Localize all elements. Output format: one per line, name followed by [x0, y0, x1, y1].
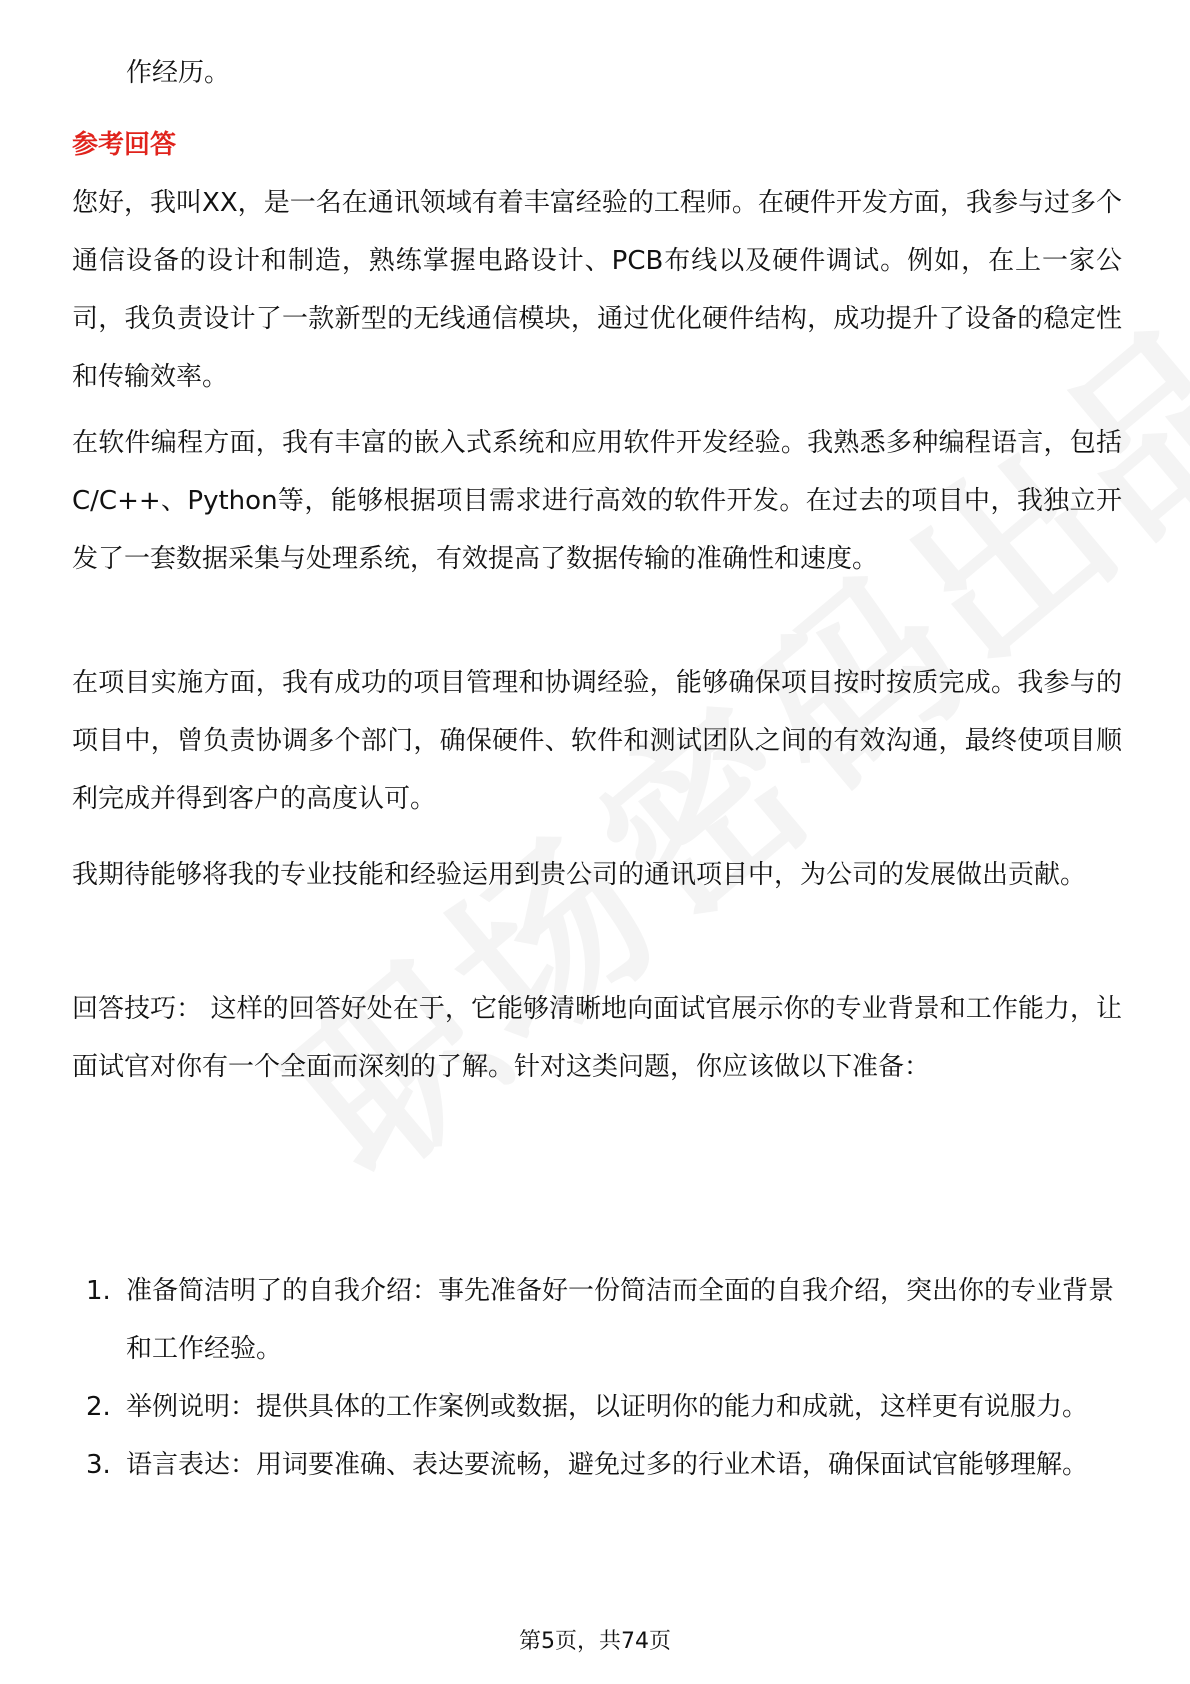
paragraph-closing: 我期待能够将我的专业技能和经验运用到贵公司的通讯项目中，为公司的发展做出贡献。	[72, 860, 1087, 890]
continuation-text: 作经历。	[126, 58, 231, 88]
section-title: 参考回答	[72, 130, 177, 160]
list-item	[72, 1378, 1122, 1436]
paragraph-software: 在软件编程方面，我有丰富的嵌入式系统和应用软件开发经验。我熟悉多种编程语言，包括C/C++、Python等，能够根据项目需求进行高效的软件开发。在过去的项目中，我独立开发了一套数据采集与处理系统，有效提高了数据传输的准确性和速度。	[72, 428, 1122, 574]
tips-list	[72, 1262, 1122, 1494]
paragraph-project: 在项目实施方面，我有成功的项目管理和协调经验，能够确保项目按时按质完成。我参与的项目中，曾负责协调多个部门，确保硬件、软件和测试团队之间的有效沟通，最终使项目顺利完成并得到客户的高度认可。	[72, 668, 1122, 814]
list-item-text: 准备简洁明了的自我介绍：事先准备好一份简洁而全面的自我介绍，突出你的专业背景和工作经验。	[126, 1276, 1115, 1364]
paragraph-intro: 您好，我叫XX，是一名在通讯领域有着丰富经验的工程师。在硬件开发方面，我参与过多个通信设备的设计和制造，熟练掌握电路设计、PCB布线以及硬件调试。例如，在上一家公司，我负责设计了一款新型的无线通信模块，通过优化硬件结构，成功提升了设备的稳定性和传输效率。	[72, 188, 1122, 392]
list-number: 2.	[86, 1392, 111, 1422]
list-number: 3.	[86, 1450, 111, 1480]
list-item-text: 举例说明：提供具体的工作案例或数据，以证明你的能力和成就，这样更有说服力。	[126, 1392, 1089, 1422]
paragraph-tips: 回答技巧： 这样的回答好处在于，它能够清晰地向面试官展示你的专业背景和工作能力，让面试官对你有一个全面而深刻的了解。针对这类问题，你应该做以下准备：	[72, 994, 1122, 1082]
list-item-text: 语言表达：用词要准确、表达要流畅，避免过多的行业术语，确保面试官能够理解。	[126, 1450, 1089, 1480]
list-number: 1.	[86, 1276, 111, 1306]
page-footer: 第5页，共74页	[519, 1629, 671, 1654]
list-item	[72, 1436, 1122, 1494]
list-item	[72, 1262, 1122, 1378]
